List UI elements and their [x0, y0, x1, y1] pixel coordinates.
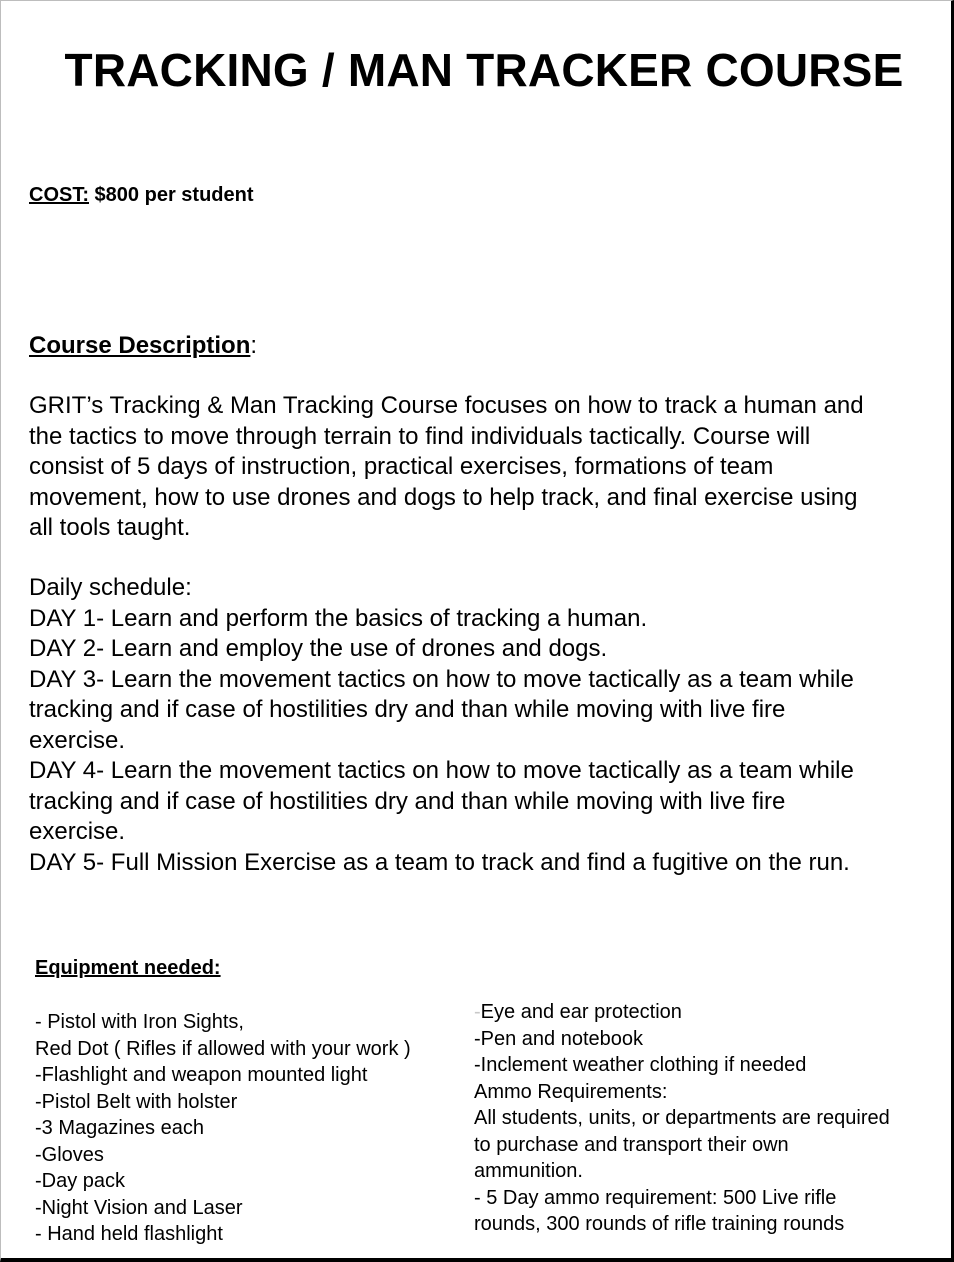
equipment-item: -Night Vision and Laser — [35, 1196, 243, 1219]
course-description-paragraph — [29, 391, 864, 544]
schedule-line: DAY 3- Learn the movement tactics on how to move tactically as a team while — [29, 665, 854, 693]
equipment-item: -Pen and notebook — [474, 1027, 644, 1050]
equipment-list-left — [35, 1009, 411, 1248]
equipment-item: -3 Magazines each — [35, 1117, 204, 1139]
ammo-note-line: ammunition. — [474, 1160, 583, 1182]
course-description-colon: : — [250, 332, 258, 359]
schedule-line: exercise. — [29, 726, 126, 754]
ammo-note-line: to purchase and transport their own — [474, 1133, 789, 1156]
description-line: GRIT’s Tracking & Man Tracking Course focuses on how to track a human and — [29, 392, 864, 419]
description-line: consist of 5 days of instruction, practical exercises, formations of team — [29, 453, 774, 480]
ammo-note-line: All students, units, or departments are required — [474, 1107, 890, 1129]
faint-dash: - — [474, 1001, 481, 1023]
equipment-heading: Equipment needed: — [35, 957, 221, 979]
schedule-line: tracking and if case of hostilities dry and than while moving with live fire — [29, 787, 786, 815]
description-line: the tactics to move through terrain to find individuals tactically. Course will — [29, 422, 811, 450]
ammo-requirement-line: - 5 Day ammo requirement: 500 Live rifle — [474, 1186, 837, 1209]
equipment-item: - Hand held flashlight — [35, 1223, 223, 1245]
ammo-requirements-heading: Ammo Requirements: — [474, 1080, 668, 1103]
equipment-item: -Pistol Belt with holster — [35, 1090, 238, 1113]
daily-schedule-heading: Daily schedule: — [29, 574, 192, 601]
description-line: all tools taught. — [29, 514, 191, 541]
equipment-item: Red Dot ( Rifles if allowed with your work ) — [35, 1037, 411, 1060]
schedule-line: DAY 2- Learn and employ the use of drones and dogs. — [29, 635, 608, 662]
equipment-item: -Day pack — [35, 1170, 126, 1192]
course-description-heading — [29, 331, 257, 361]
schedule-line: DAY 1- Learn and perform the basics of tracking a human. — [29, 604, 648, 632]
page-title: TRACKING / MAN TRACKER COURSE — [64, 44, 904, 96]
ammo-requirement-line: rounds, 300 rounds of rifle training rounds — [474, 1213, 845, 1235]
cost-line — [29, 183, 254, 207]
schedule-line: tracking and if case of hostilities dry and than while moving with live fire — [29, 696, 786, 723]
equipment-item: - Pistol with Iron Sights, — [35, 1011, 244, 1033]
schedule-line: DAY 5- Full Mission Exercise as a team to track and find a fugitive on the run. — [29, 848, 850, 876]
equipment-item-text: Eye and ear protection — [480, 1001, 682, 1023]
schedule-line: exercise. — [29, 818, 126, 845]
daily-schedule — [29, 573, 854, 878]
equipment-item — [474, 999, 890, 1026]
cost-label: COST: — [29, 184, 89, 206]
equipment-item: -Inclement weather clothing if needed — [474, 1054, 807, 1076]
equipment-list-right — [474, 999, 890, 1238]
equipment-item: -Flashlight and weapon mounted light — [35, 1064, 368, 1086]
schedule-line: DAY 4- Learn the movement tactics on how to move tactically as a team while — [29, 757, 854, 784]
course-description-label: Course Description — [29, 332, 251, 359]
cost-value: $800 per student — [89, 184, 254, 206]
equipment-item: -Gloves — [35, 1143, 104, 1166]
description-line: movement, how to use drones and dogs to help track, and final exercise using — [29, 483, 858, 511]
